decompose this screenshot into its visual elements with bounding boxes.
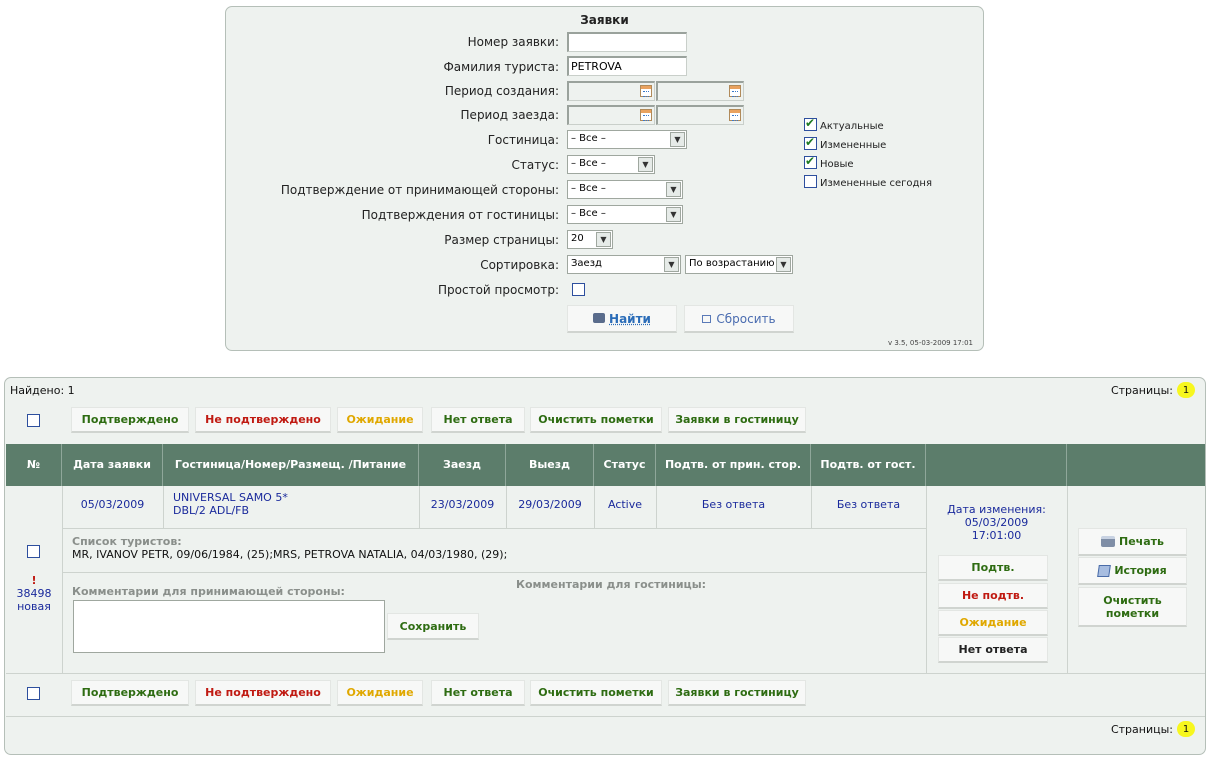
reset-button[interactable] bbox=[684, 305, 794, 333]
print-button-label: Печать bbox=[1119, 535, 1164, 548]
history-button[interactable] bbox=[1078, 557, 1187, 585]
no-answer-row-button[interactable]: Нет ответа bbox=[938, 637, 1048, 663]
col-actions bbox=[1067, 444, 1205, 486]
clear-marks-button[interactable]: Очистить пометки bbox=[530, 407, 662, 433]
waiting-row-button[interactable]: Ожидание bbox=[938, 610, 1048, 636]
find-button[interactable] bbox=[567, 305, 677, 333]
col-order-date: Дата заявки bbox=[62, 444, 163, 486]
filter-actual-label: Актуальные bbox=[820, 121, 884, 132]
sort-order-value: По возрастанию bbox=[689, 258, 775, 269]
page-size-select[interactable] bbox=[567, 230, 613, 249]
select-all-bottom-checkbox[interactable] bbox=[27, 687, 40, 700]
clear-row-marks-button[interactable]: Очистить пометки bbox=[1078, 587, 1187, 627]
filter-new-checkbox[interactable] bbox=[804, 156, 817, 169]
page-link[interactable]: 1 bbox=[1177, 721, 1195, 737]
host-confirm-cell: Без ответа bbox=[701, 498, 766, 511]
order-number-link[interactable]: 38498 bbox=[16, 587, 52, 600]
not-confirmed-bottom-button[interactable]: Не подтверждено bbox=[195, 680, 331, 706]
page-size-value: 20 bbox=[571, 233, 584, 244]
version-text: v 3.5, 05-03-2009 17:01 bbox=[887, 339, 973, 347]
hotel-orders-button[interactable]: Заявки в гостиницу bbox=[668, 407, 806, 433]
filter-changed-checkbox[interactable] bbox=[804, 137, 817, 150]
tourists-label: Список туристов: bbox=[72, 535, 182, 548]
page-size-label: Размер страницы: bbox=[444, 233, 559, 247]
hotel-confirmation-label: Подтверждения от гостиницы: bbox=[361, 208, 559, 222]
tourist-surname-input[interactable]: PETROVA bbox=[567, 56, 687, 76]
page-link[interactable]: 1 bbox=[1177, 382, 1195, 398]
sort-field-select[interactable] bbox=[567, 255, 681, 274]
chevron-down-icon[interactable]: ▼ bbox=[670, 132, 685, 147]
waiting-button[interactable]: Ожидание bbox=[337, 407, 423, 433]
hotel-label: Гостиница: bbox=[487, 133, 559, 147]
confirmed-bottom-button[interactable]: Подтверждено bbox=[71, 680, 189, 706]
filter-changed-today-checkbox[interactable] bbox=[804, 175, 817, 188]
panel-title: Заявки bbox=[580, 13, 629, 27]
calendar-icon[interactable] bbox=[640, 85, 652, 97]
no-answer-button[interactable]: Нет ответа bbox=[431, 407, 525, 433]
select-all-checkbox[interactable] bbox=[27, 414, 40, 427]
filter-changed-today-label: Измененные сегодня bbox=[820, 178, 932, 189]
print-button[interactable] bbox=[1078, 528, 1187, 556]
hotel-select-value: – Все – bbox=[571, 133, 606, 144]
sort-order-select[interactable] bbox=[685, 255, 793, 274]
pagination-top bbox=[1111, 382, 1195, 398]
reset-icon bbox=[702, 315, 711, 323]
pages-label: Страницы: bbox=[1110, 722, 1173, 736]
host-comment-label: Комментарии для принимающей стороны: bbox=[72, 585, 345, 598]
chevron-down-icon[interactable]: ▼ bbox=[638, 157, 653, 172]
col-change-info bbox=[926, 444, 1067, 486]
filter-changed-label: Измененные bbox=[820, 140, 887, 151]
host-confirmation-label: Подтверждение от принимающей стороны: bbox=[280, 183, 559, 197]
arrival-cell: 23/03/2009 bbox=[430, 498, 495, 511]
save-comment-button[interactable]: Сохранить bbox=[387, 613, 479, 640]
sort-label: Сортировка: bbox=[480, 258, 559, 272]
hotel-select[interactable] bbox=[567, 130, 687, 149]
calendar-icon[interactable] bbox=[729, 109, 741, 121]
col-number: № bbox=[6, 444, 62, 486]
status-cell: Active bbox=[607, 498, 643, 511]
tourist-surname-label: Фамилия туриста: bbox=[443, 60, 559, 74]
changed-date: 05/03/2009 bbox=[964, 516, 1029, 529]
col-hotel-confirm: Подтв. от гост. bbox=[811, 444, 926, 486]
waiting-bottom-button[interactable]: Ожидание bbox=[337, 680, 423, 706]
filter-actual-checkbox[interactable] bbox=[804, 118, 817, 131]
arrival-date-from[interactable] bbox=[567, 105, 655, 125]
alert-icon: ! bbox=[31, 574, 37, 587]
hotel-confirm-cell: Без ответа bbox=[836, 498, 901, 511]
lock-icon bbox=[593, 313, 605, 323]
order-date-cell: 05/03/2009 bbox=[80, 498, 145, 511]
col-departure: Выезд bbox=[506, 444, 594, 486]
calendar-icon[interactable] bbox=[729, 85, 741, 97]
clear-marks-bottom-button[interactable]: Очистить пометки bbox=[530, 680, 662, 706]
creation-period-label: Период создания: bbox=[444, 84, 559, 98]
hotel-orders-bottom-button[interactable]: Заявки в гостиницу bbox=[668, 680, 806, 706]
found-count: Найдено: 1 bbox=[10, 384, 75, 397]
pages-label: Страницы: bbox=[1110, 383, 1173, 397]
arrival-period-label: Период заезда: bbox=[460, 108, 559, 122]
results-panel bbox=[4, 377, 1206, 755]
hotel-confirmation-select[interactable] bbox=[567, 205, 683, 224]
not-confirm-row-button[interactable]: Не подтв. bbox=[938, 583, 1048, 609]
host-comment-input[interactable] bbox=[73, 600, 385, 653]
arrival-date-to[interactable] bbox=[656, 105, 744, 125]
confirmed-button[interactable]: Подтверждено bbox=[71, 407, 189, 433]
printer-icon bbox=[1101, 536, 1115, 547]
history-button-label: История bbox=[1114, 564, 1167, 577]
filter-new-label: Новые bbox=[820, 159, 854, 170]
order-state: новая bbox=[17, 600, 51, 613]
departure-cell: 29/03/2009 bbox=[518, 498, 582, 511]
reset-button-label: Сбросить bbox=[716, 311, 776, 326]
host-confirmation-select[interactable] bbox=[567, 180, 683, 199]
changed-time: 17:01:00 bbox=[971, 529, 1022, 542]
creation-date-from[interactable] bbox=[567, 81, 655, 101]
history-icon bbox=[1098, 565, 1112, 577]
tourists-list: MR, IVANOV PETR, 09/06/1984, (25);MRS, PETROVA NATALIA, 04/03/1980, (29); bbox=[72, 548, 508, 561]
status-select[interactable] bbox=[567, 155, 655, 174]
order-number-input[interactable] bbox=[567, 32, 687, 52]
simple-view-checkbox[interactable] bbox=[572, 283, 585, 296]
order-number-label: Номер заявки: bbox=[467, 35, 559, 49]
row-checkbox[interactable] bbox=[27, 545, 40, 558]
status-select-value: – Все – bbox=[571, 158, 606, 169]
hotel-room-info: DBL/2 ADL/FB bbox=[173, 504, 250, 517]
chevron-down-icon[interactable]: ▼ bbox=[596, 232, 611, 247]
creation-date-to[interactable] bbox=[656, 81, 744, 101]
pagination-bottom bbox=[1111, 721, 1195, 737]
table-row bbox=[6, 486, 1205, 673]
chevron-down-icon[interactable]: ▼ bbox=[664, 257, 679, 272]
status-label: Статус: bbox=[511, 158, 559, 172]
find-button-label: Найти bbox=[609, 311, 651, 326]
chevron-down-icon[interactable]: ▼ bbox=[666, 182, 681, 197]
chevron-down-icon[interactable]: ▼ bbox=[776, 257, 791, 272]
table-header bbox=[6, 444, 1205, 486]
hotel-name-link[interactable]: UNIVERSAL SAMO 5* bbox=[173, 491, 288, 504]
hotel-comment-label: Комментарии для гостиницы: bbox=[516, 578, 707, 591]
col-arrival: Заезд bbox=[419, 444, 506, 486]
confirm-row-button[interactable]: Подтв. bbox=[938, 555, 1048, 581]
changed-label: Дата изменения: bbox=[947, 503, 1046, 516]
not-confirmed-button[interactable]: Не подтверждено bbox=[195, 407, 331, 433]
sort-field-value: Заезд bbox=[571, 258, 602, 269]
no-answer-bottom-button[interactable]: Нет ответа bbox=[431, 680, 525, 706]
chevron-down-icon[interactable]: ▼ bbox=[666, 207, 681, 222]
calendar-icon[interactable] bbox=[640, 109, 652, 121]
search-panel bbox=[225, 6, 984, 351]
col-host-confirm: Подтв. от прин. стор. bbox=[656, 444, 811, 486]
hotel-confirmation-value: – Все – bbox=[571, 208, 606, 219]
simple-view-label: Простой просмотр: bbox=[438, 283, 559, 297]
host-confirmation-value: – Все – bbox=[571, 183, 606, 194]
col-status: Статус bbox=[594, 444, 656, 486]
col-hotel: Гостиница/Номер/Размещ. /Питание bbox=[163, 444, 419, 486]
